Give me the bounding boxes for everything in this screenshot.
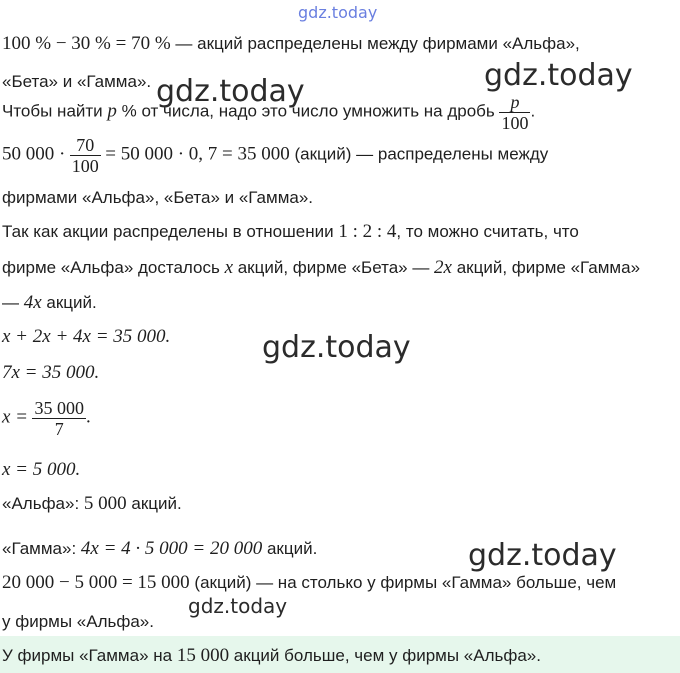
solution-line-5: фирмами «Альфа», «Бета» и «Гамма». bbox=[2, 188, 314, 207]
watermark: gdz.today bbox=[262, 330, 411, 365]
fraction-35000-7: $\frac{35 000}{7}$ bbox=[34, 398, 84, 439]
solution-line-3: Чтобы найти p % от числа, надо это число умножить на дробь $\frac{p}{100}$ . bbox=[2, 92, 536, 133]
gamma-result: «Гамма»: 4x = 4 · 5 000 = 20 000 акций. bbox=[2, 538, 318, 559]
fraction-p-100: $\frac{p}{100}$ bbox=[501, 92, 529, 133]
watermark: gdz.today bbox=[156, 74, 305, 109]
solution-line-6: Так как акции распределены в отношении 1 : 2 : 4, то можно считать, что bbox=[2, 221, 579, 242]
watermark-top: gdz.today bbox=[298, 3, 378, 22]
equation-2: 7x = 35 000. bbox=[2, 362, 100, 383]
solution-line-2: «Бета» и «Гамма». bbox=[2, 72, 152, 91]
solution-line-1: 100 % − 30 % = 70 % — акций распределены между фирмами «Альфа», bbox=[2, 33, 580, 54]
difference-line: 20 000 − 5 000 = 15 000 (акций) — на столько у фирмы «Гамма» больше, чем bbox=[2, 572, 617, 593]
fraction-70-100: $\frac{70}{100}$ bbox=[71, 135, 99, 176]
alpha-result: «Альфа»: 5 000 акций. bbox=[2, 493, 182, 514]
equation-4: x = 5 000. bbox=[2, 459, 81, 480]
solution-line-4: 50 000 · $\frac{70}{100}$ = 50 000 · 0, 7 = 35 000 (акций) — распределены между bbox=[2, 135, 549, 176]
difference-line-2: у фирмы «Альфа». bbox=[2, 612, 154, 631]
watermark: gdz.today bbox=[468, 538, 617, 573]
watermark: gdz.today bbox=[484, 58, 633, 93]
percent-expression: 100 % − 30 % = 70 % bbox=[2, 33, 171, 54]
answer-text: У фирмы «Гамма» на 15 000 акций больше, чем у фирмы «Альфа». bbox=[2, 645, 541, 666]
equation-3: x = $\frac{35 000}{7}$ . bbox=[2, 398, 91, 439]
solution-line-8: — 4x акций. bbox=[2, 292, 97, 313]
answer-box bbox=[0, 636, 680, 673]
watermark: gdz.today bbox=[188, 594, 288, 618]
solution-line-7: фирме «Альфа» досталось x акций, фирме «Бета» — 2x акций, фирме «Гамма» bbox=[2, 257, 641, 278]
ratio: 1 : 2 : 4 bbox=[338, 221, 397, 242]
equation-1: x + 2x + 4x = 35 000. bbox=[2, 326, 171, 347]
